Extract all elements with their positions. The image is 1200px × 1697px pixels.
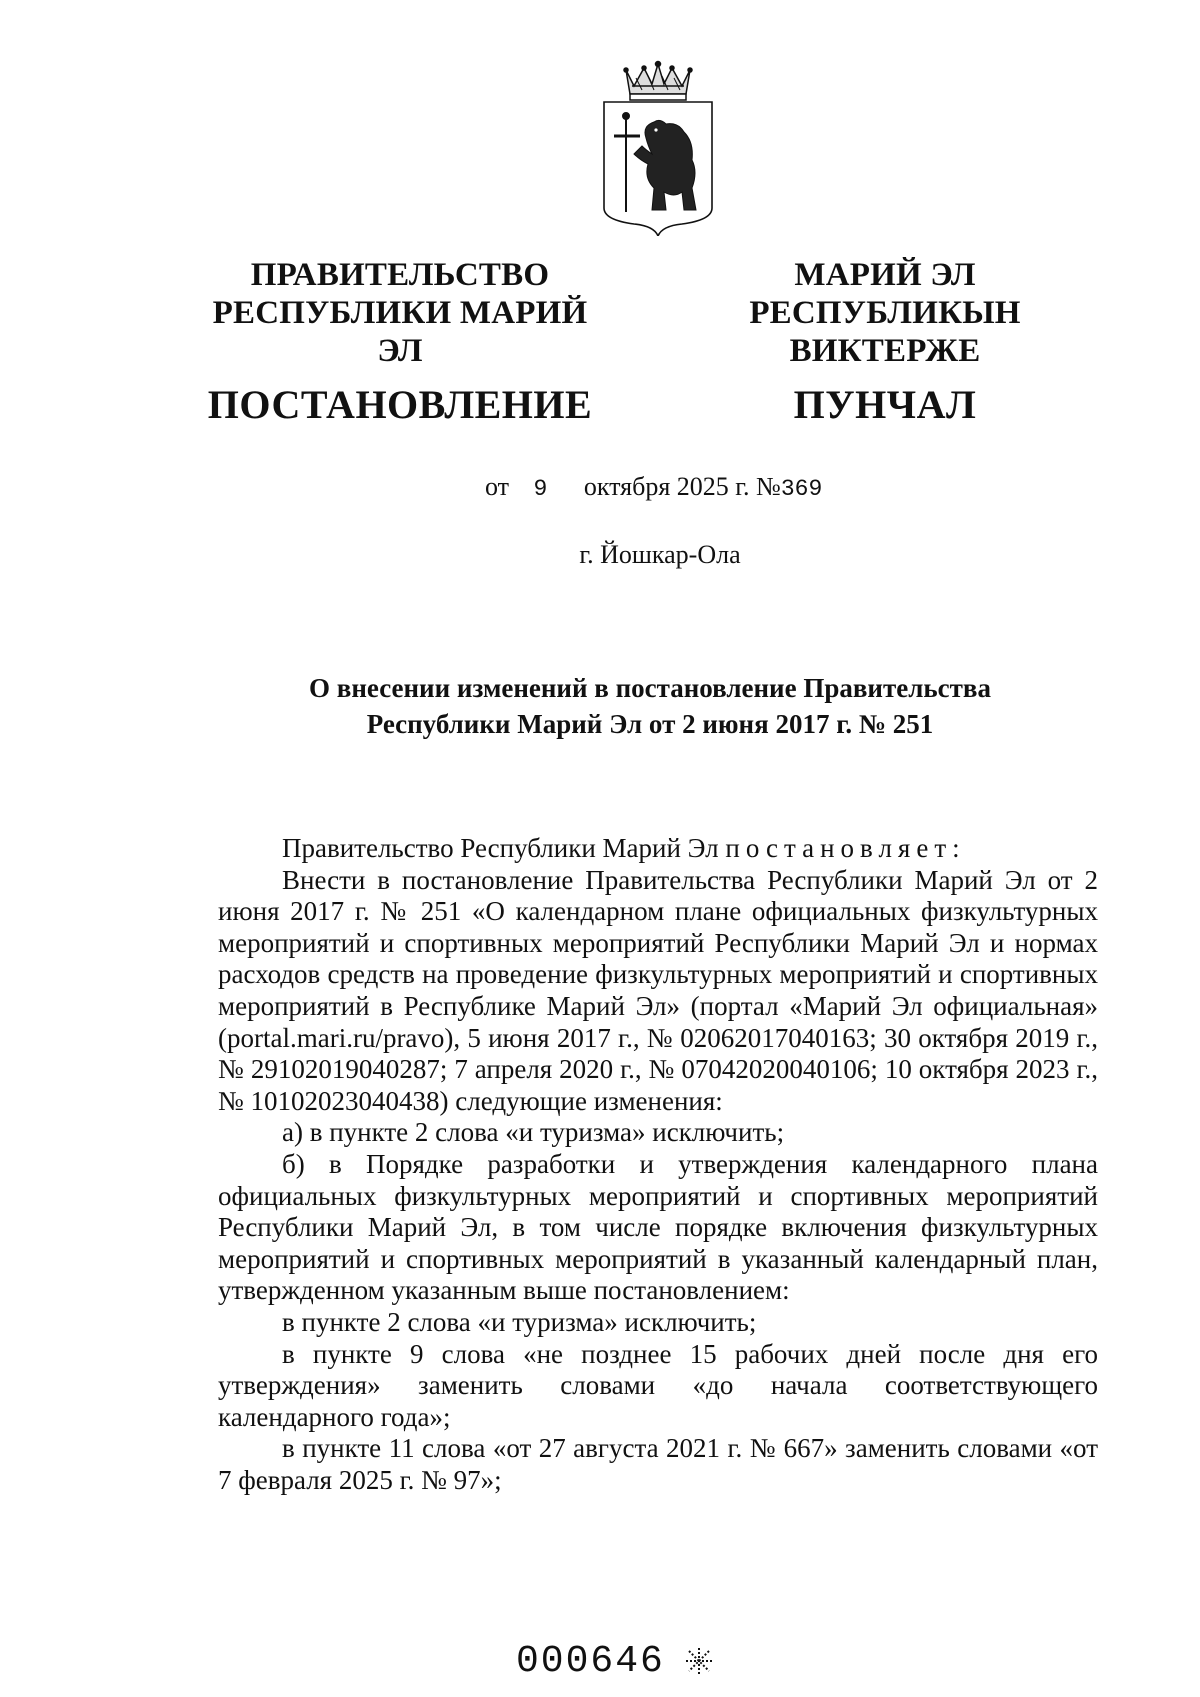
dateline-number: 369 [780, 476, 823, 502]
body-intro [218, 833, 1098, 865]
header-right-line1: МАРИЙ ЭЛ РЕСПУБЛИКЫН [749, 257, 1021, 331]
header-left-line1: ПРАВИТЕЛЬСТВО [250, 257, 550, 293]
dateline-day: 9 [533, 476, 548, 502]
body-paragraph-1: Внести в постановление Правительства Республики Марий Эл от 2 июня 2017 г. № 251 «О календарном плане официальных физкультурных мероприятий и спортивных мероприятий Республики Марий Эл и нормах расходов средств на проведение физкультурных мероприятий и спортивных мероприятий в Республике Марий Эл» (портал «Марий Эл официальная» (portal.mari.ru/pravo), 5 июня 2017 г., № 02062017040163; 30 октября 2019 г., № 29102019040287; 7 апреля 2020 г., № 07042020040106; 10 октября 2023 г., № 10102023040438) следующие изменения: [218, 864, 1098, 1116]
document-body [218, 833, 1098, 1496]
document-title [240, 670, 1060, 742]
title-line2: Республики Марий Эл от 2 июня 2017 г. № 251 [366, 709, 934, 739]
header-left-line2: РЕСПУБЛИКИ МАРИЙ ЭЛ [212, 295, 588, 369]
body-intro-decree-word: постановляет: [725, 833, 966, 863]
header-right-line2: ВИКТЕРЖЕ [789, 333, 981, 369]
coat-of-arms-emblem [600, 60, 716, 236]
dateline-prefix: от [485, 472, 510, 501]
asterisk-mark-icon [684, 1646, 714, 1676]
dateline-month-year: октября 2025 г. № [583, 472, 781, 501]
header-left [205, 256, 595, 428]
body-paragraph-6: в пункте 11 слова «от 27 августа 2021 г. № 667» заменить словами «от 7 февраля 2025 г. № 97»; [218, 1433, 1098, 1495]
document-dateline [485, 472, 822, 502]
body-paragraph-5: в пункте 9 слова «не позднее 15 рабочих дней после дня его утверждения» заменить словами «до начала соответствующего календарного года»; [218, 1338, 1098, 1432]
title-line1: О внесении изменений в постановление Правительства [309, 673, 991, 703]
header-left-doc-type: ПОСТАНОВЛЕНИЕ [207, 382, 593, 427]
header-right-doc-type: ПУНЧАЛ [793, 382, 977, 427]
body-intro-prefix: Правительство Республики Марий Эл [282, 833, 719, 863]
body-paragraph-2: а) в пункте 2 слова «и туризма» исключить; [282, 1117, 785, 1148]
document-city: г. Йошкар-Ола [579, 540, 741, 569]
page-serial-number: 000646 [516, 1640, 665, 1683]
body-paragraph-3: б) в Порядке разработки и утверждения календарного плана официальных физкультурных мероприятий и спортивных мероприятий Республики Марий Эл, в том числе порядке включения физкультурных мероприятий и спортивных мероприятий в указанный календарный план, утвержденном указанным выше постановлением: [218, 1148, 1098, 1306]
body-paragraph-4: в пункте 2 слова «и туризма» исключить; [282, 1306, 757, 1337]
header-right [660, 256, 1110, 428]
crown-icon [624, 62, 692, 101]
